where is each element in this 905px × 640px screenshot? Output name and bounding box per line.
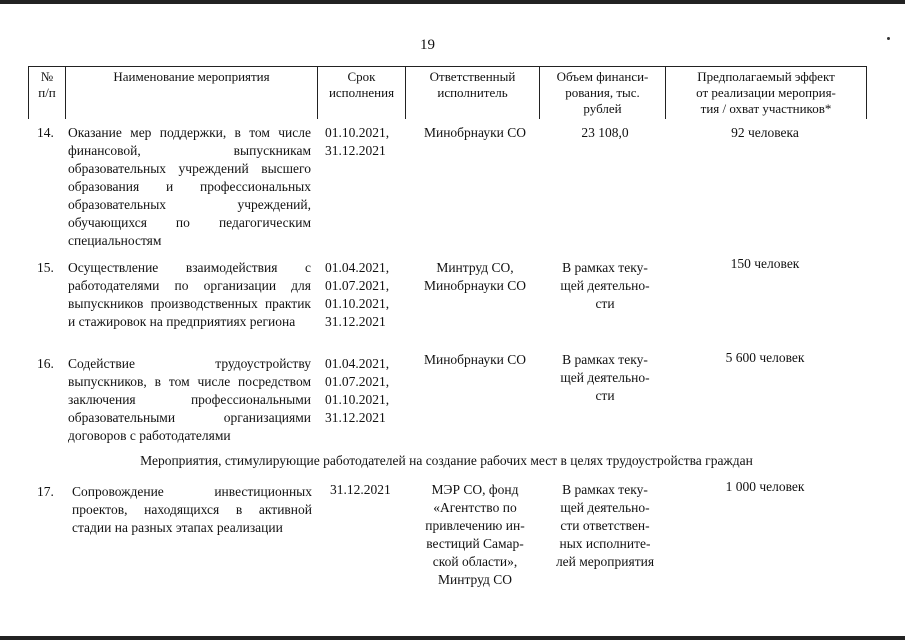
row-name: Оказание мер поддержки, в том числе финансовой, выпускникам образовательных учреждений высшего образования и профессиональных образовательных учреждений, обучающихся по педагогическим специальностям bbox=[68, 125, 311, 248]
row-funding: В рамках теку- щей деятельно- сти ответствен- ных исполните- лей мероприятия bbox=[555, 482, 655, 569]
scan-bottom-edge bbox=[0, 636, 905, 640]
row-name: Осуществление взаимодействия с работодателями по организации для выпускников производственных практик и стажировок на предприятиях региона bbox=[68, 260, 311, 329]
row-funding: В рамках теку- щей деятельно- сти bbox=[560, 352, 650, 403]
header-funding: Объем финанси- рования, тыс. рублей bbox=[556, 69, 649, 116]
row-funding: В рамках теку- щей деятельно- сти bbox=[560, 260, 650, 311]
scan-speck bbox=[887, 37, 890, 40]
header-effect-cell bbox=[665, 67, 866, 119]
row-responsible: Минтруд СО, Минобрнауки СО bbox=[423, 260, 526, 293]
row-name: Содействие трудоустройству выпускников, в том числе посредством заключения профессиональными образовательными организациями договоров с работодателями bbox=[68, 356, 311, 443]
table-header bbox=[28, 66, 867, 119]
header-term-cell bbox=[317, 67, 405, 119]
header-responsible: Ответственный исполнитель bbox=[429, 69, 516, 100]
row-responsible: Минобрнауки СО bbox=[423, 125, 526, 140]
row-responsible: Минобрнауки СО bbox=[423, 352, 526, 367]
row-term: 01.04.2021, 01.07.2021, 01.10.2021, 31.12.2021 bbox=[325, 260, 390, 329]
page-number: 19 bbox=[420, 37, 435, 53]
header-name-cell bbox=[65, 67, 317, 119]
row-num: 14. bbox=[37, 125, 54, 140]
row-effect: 1 000 человек bbox=[725, 479, 805, 494]
row-num: 17. bbox=[37, 484, 54, 499]
header-effect: Предполагаемый эффект от реализации мероприя- тия / охват участников* bbox=[696, 69, 836, 116]
row-num: 15. bbox=[37, 260, 54, 275]
row-num: 16. bbox=[37, 356, 54, 371]
header-funding-cell bbox=[539, 67, 665, 119]
header-num: № п/п bbox=[38, 69, 56, 100]
row-effect: 92 человека bbox=[731, 125, 799, 140]
row-effect: 5 600 человек bbox=[725, 350, 805, 365]
row-term: 31.12.2021 bbox=[330, 482, 391, 497]
row-funding: 23 108,0 bbox=[581, 125, 629, 140]
scan-top-edge bbox=[0, 0, 905, 4]
section-title: Мероприятия, стимулирующие работодателей на создание рабочих мест в целях трудоустройства граждан bbox=[140, 453, 753, 468]
row-term: 01.04.2021, 01.07.2021, 01.10.2021, 31.12.2021 bbox=[325, 356, 390, 425]
header-responsible-cell bbox=[405, 67, 539, 119]
header-name: Наименование мероприятия bbox=[113, 69, 270, 84]
row-name: Сопровождение инвестиционных проектов, находящихся в активной стадии на разных этапах реализации bbox=[72, 484, 312, 535]
row-effect: 150 человек bbox=[730, 256, 800, 271]
row-responsible: МЭР СО, фонд «Агентство по привлечению ин- вестиций Самар- ской области», Минтруд СО bbox=[425, 482, 525, 587]
header-num-cell bbox=[29, 67, 65, 119]
header-term: Срок исполнения bbox=[328, 69, 395, 100]
row-term: 01.10.2021, 31.12.2021 bbox=[325, 125, 390, 158]
